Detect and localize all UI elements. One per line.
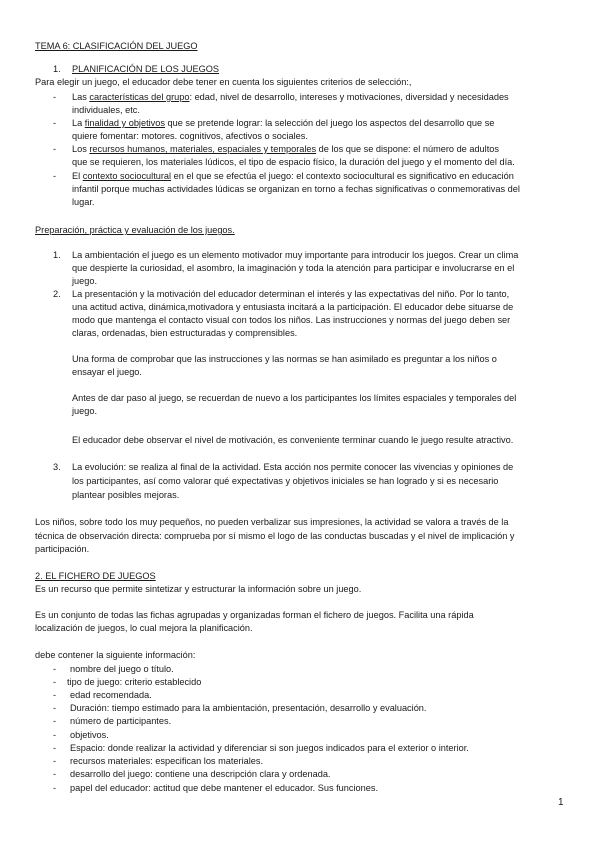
step-3-line: plantear posibles mejoras.: [72, 490, 180, 500]
criterion-2-cont: quiere fomentar: motores. cognitivos, afectivos o sociales.: [72, 131, 308, 141]
step-2-number: 2.: [53, 289, 61, 299]
step-2-line: claras, ordenadas, bien estructuradas y comprensibles.: [72, 328, 298, 338]
info-item: recursos materiales: especifican los materiales.: [70, 756, 264, 766]
step-2-para1-line: Una forma de comprobar que las instrucciones y las normas se han asimilado es preguntar a los niños o: [72, 354, 497, 364]
step-2-line: una actitud activa, dinámica,motivadora y entusiasta incitará a la participación. El educador debe situarse de: [72, 302, 514, 312]
criterion-1-line: Las características del grupo: edad, nivel de desarrollo, intereses y motivaciones, diversidad y necesidades: [72, 92, 509, 102]
step-3-line: La evolución: se realiza al final de la actividad. Esta acción nos permite conocer las vivencias y opiniones de: [72, 462, 514, 472]
bullet-dash: -: [53, 677, 57, 687]
info-item: tipo de juego: criterio establecido: [67, 677, 202, 687]
ninos-para-line: Los niños, sobre todo los muy pequeños, no pueden verbalizar sus impresiones, la actividad se valora a través de la: [35, 517, 509, 527]
criterion-2-line: La finalidad y objetivos que se pretende lograr: la selección del juego los aspectos del desarrollo que se: [72, 118, 495, 128]
criterion-4-line: El contexto sociocultural en el que se efectúa el juego: el contexto sociocultural es significativo en educación: [72, 171, 514, 181]
step-2-para1-line: ensayar el juego.: [72, 367, 142, 377]
info-item: papel del educador: actitud que debe mantener el educador. Sus funciones.: [70, 783, 379, 793]
step-3-line: los participantes, así como valorar qué expectativas y objetivos iniciales se han logrado y si es necesario: [72, 476, 499, 486]
info-item: número de participantes.: [70, 716, 172, 726]
bullet-dash: -: [53, 690, 57, 700]
bullet-dash: -: [53, 703, 57, 713]
bullet-dash: -: [53, 171, 57, 181]
section1-heading: PLANIFICACIÓN DE LOS JUEGOS: [72, 64, 220, 74]
step-1-line: juego.: [72, 276, 98, 286]
bullet-dash: -: [53, 743, 57, 753]
doc-title: TEMA 6: CLASIFICACIÓN DEL JUEGO: [35, 41, 198, 51]
bullet-dash: -: [53, 756, 57, 766]
section2-para-line: Es un conjunto de todas las fichas agrupadas y organizadas forman el fichero de juegos. Facilita una rápida: [35, 610, 474, 620]
page-number: 1: [558, 797, 564, 808]
step-1-line: La ambientación el juego es un elemento motivador muy importante para introducir los juegos. Crear un clima: [72, 250, 519, 260]
info-item: Duración: tiempo estimado para la ambientación, presentación, desarrollo y evaluación.: [70, 703, 427, 713]
bullet-dash: -: [53, 783, 57, 793]
step-2-line: La presentación y la motivación del educador determinan el interés y las expectativas del niño. Por lo tanto,: [72, 289, 510, 299]
info-intro: debe contener la siguiente información:: [35, 650, 196, 660]
step-2-para2-line: Antes de dar paso al juego, se recuerdan de nuevo a los participantes los límites espaciales y temporales del: [72, 393, 517, 403]
bullet-dash: -: [53, 144, 57, 154]
bullet-dash: -: [53, 730, 57, 740]
info-item: objetivos.: [70, 730, 109, 740]
info-item: Espacio: donde realizar la actividad y diferenciar si son juegos indicados para el exterior o interior.: [70, 743, 469, 753]
criterion-4-cont: infantil porque muchas actividades lúdicas se organizan en torno a fechas significativas o conmemorativas del: [72, 184, 520, 194]
step-2-para3: El educador debe observar el nivel de motivación, es conveniente terminar cuando le juego resulte atractivo.: [72, 435, 514, 445]
criterion-4-cont2: lugar.: [72, 197, 95, 207]
info-item: edad recomendada.: [70, 690, 152, 700]
intro-text: Para elegir un juego, el educador debe tener en cuenta los siguientes criterios de selección:,: [35, 77, 412, 87]
section1-number: 1.: [53, 64, 61, 74]
ninos-para-line: participación.: [35, 544, 90, 554]
info-item: nombre del juego o título.: [70, 664, 174, 674]
bullet-dash: -: [53, 92, 57, 102]
bullet-dash: -: [53, 716, 57, 726]
bullet-dash: -: [53, 769, 57, 779]
info-item: desarrollo del juego: contiene una descripción clara y ordenada.: [70, 769, 331, 779]
criterion-1-cont: individuales, etc.: [72, 105, 140, 115]
section2-para-line: localización de juegos, lo cual mejora la planificación.: [35, 623, 253, 633]
section2-heading: 2. EL FICHERO DE JUEGOS: [35, 571, 156, 581]
criterion-3-line: Los recursos humanos, materiales, espaciales y temporales de los que se dispone: el número de adultos: [72, 144, 499, 154]
step-2-line: modo que mantenga el contacto visual con todos los niños. Las instrucciones y normas del juego deben ser: [72, 315, 511, 325]
step-2-para2-line: juego.: [72, 406, 98, 416]
bullet-dash: -: [53, 664, 57, 674]
step-1-line: que despierte la curiosidad, el asombro, la imaginación y toda la atención para participar e involucrarse en el: [72, 263, 515, 273]
criterion-3-cont: que se requieren, los materiales lúdicos, el tipo de espacio físico, la duración del juego y el momento del día.: [72, 157, 515, 167]
ninos-para-line: técnica de observación directa: comprueba por sí mismo el logo de las conductas buscadas y el nivel de implicación y: [35, 531, 515, 541]
step-1-number: 1.: [53, 250, 61, 260]
section2-intro: Es un recurso que permite sintetizar y estructurar la información sobre un juego.: [35, 584, 362, 594]
prep-heading: Preparación, práctica y evaluación de los juegos.: [35, 225, 235, 235]
step-3-number: 3.: [53, 462, 61, 472]
bullet-dash: -: [53, 118, 57, 128]
